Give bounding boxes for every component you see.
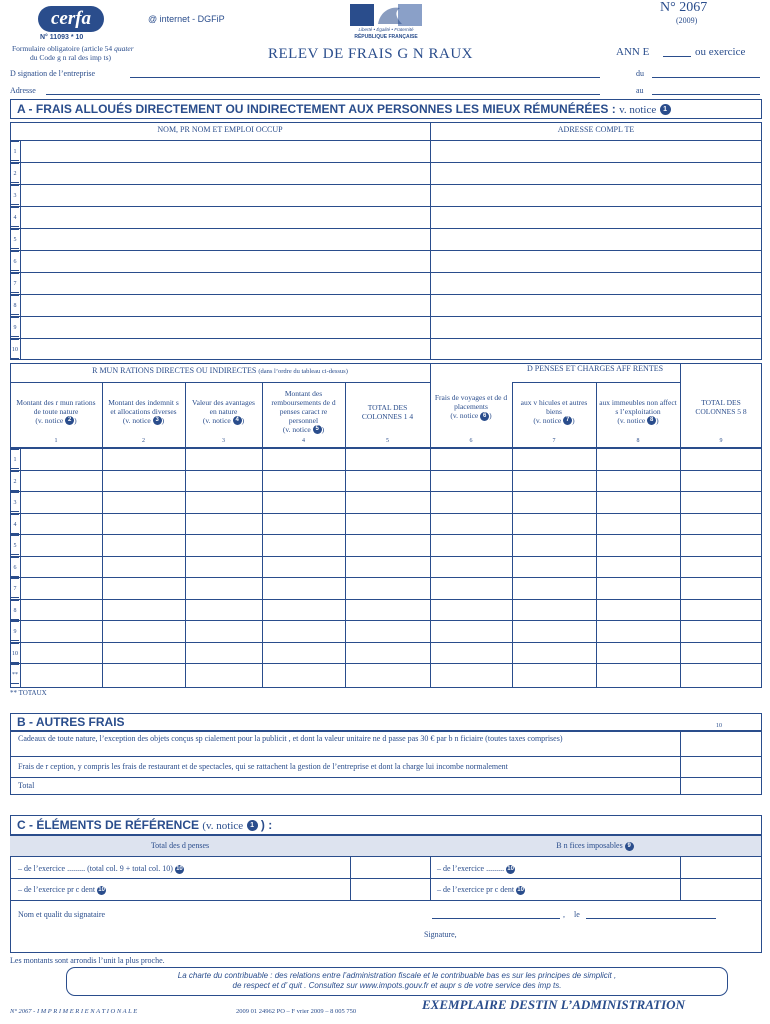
- amount-cell[interactable]: [21, 578, 101, 598]
- col-name-header: NOM, PR NOM ET EMPLOI OCCUP: [157, 125, 283, 134]
- remunerations-note: (dans l’ordre du tableau ci-dessus): [258, 368, 348, 375]
- total-cell[interactable]: [597, 664, 679, 684]
- column-index: 8: [636, 438, 640, 444]
- notice-badge: 1: [660, 104, 671, 115]
- total-autres-frais-field[interactable]: [681, 778, 761, 794]
- benefices-exercice-label: [437, 864, 515, 874]
- row-number: 1: [10, 449, 19, 469]
- amount-cell[interactable]: [346, 621, 429, 641]
- column-header-label: aux immeubles non affect s l’exploitation: [599, 397, 677, 416]
- col-benefices-header-text: B n fices imposables: [556, 841, 623, 850]
- print-ref: 2009 01 24962 PO – F vrier 2009 – 8 005 750: [236, 1008, 357, 1015]
- signature-label: Signature,: [424, 930, 457, 939]
- amount-cell[interactable]: [186, 535, 261, 555]
- le-label: le: [574, 910, 580, 919]
- amount-cell[interactable]: [431, 514, 511, 534]
- charte-box: [66, 967, 728, 996]
- column-header: [185, 385, 262, 438]
- notice-badge: 2: [65, 416, 74, 425]
- amount-cell[interactable]: [186, 557, 261, 577]
- notice-text: (v. notice: [202, 415, 231, 425]
- au-field[interactable]: [652, 94, 760, 95]
- charte-line-1: La charte du contribuable : des relations entre l’administration fiscale et le contribuable bas es sur les principes de simplicit ,: [177, 971, 617, 980]
- column-header: [10, 385, 102, 438]
- name-field[interactable]: [20, 229, 429, 249]
- notice-text: (v. notice: [450, 411, 479, 421]
- amount-cell[interactable]: [597, 557, 679, 577]
- totals-label: ** TOTAUX: [10, 689, 47, 697]
- total-cell[interactable]: [263, 664, 344, 684]
- amount-cell[interactable]: [263, 621, 344, 641]
- amount-cell[interactable]: [431, 578, 511, 598]
- remunerations-header-text: R MUN RATIONS DIRECTES OU INDIRECTES: [92, 366, 257, 375]
- notice-badge: 4: [233, 416, 242, 425]
- column-header-label: Montant des r mun rations de toute nature: [16, 397, 96, 416]
- address-field[interactable]: [431, 141, 761, 161]
- amount-cell[interactable]: [186, 578, 261, 598]
- amount-cell[interactable]: [103, 578, 184, 598]
- row-number: 2: [10, 163, 19, 183]
- amount-cell[interactable]: [681, 557, 761, 577]
- amount-cell[interactable]: [431, 600, 511, 620]
- name-field[interactable]: [20, 339, 429, 359]
- notice-badge: 7: [563, 416, 572, 425]
- column-header-label: TOTAL DES COLONNES 1 4: [361, 402, 414, 421]
- row-number: **: [10, 664, 19, 684]
- section-c-notice-end: ) :: [260, 818, 273, 832]
- amount-cell[interactable]: [346, 535, 429, 555]
- notice-badge: 10: [176, 865, 183, 872]
- row-number: 10: [10, 339, 19, 359]
- section-c-title-text: C - ÉLÉMENTS DE RÉFÉRENCE: [17, 818, 200, 832]
- depenses-exercice-label: [18, 864, 184, 874]
- column-index: 6: [469, 438, 473, 444]
- section-c-title: [17, 818, 272, 832]
- address-field[interactable]: [431, 317, 761, 337]
- column-header: [430, 376, 512, 438]
- row-number: 5: [10, 229, 19, 249]
- name-field[interactable]: [20, 163, 429, 183]
- amount-cell[interactable]: [597, 621, 679, 641]
- amount-cell[interactable]: [513, 600, 595, 620]
- amount-cell[interactable]: [21, 621, 101, 641]
- form-number: N° 2067: [660, 0, 708, 15]
- form-year: (2009): [676, 16, 698, 25]
- remunerations-header: [10, 366, 430, 375]
- address-field[interactable]: [431, 295, 761, 315]
- amount-cell[interactable]: [263, 514, 344, 534]
- column-index: 4: [302, 438, 305, 444]
- amount-cell[interactable]: [21, 471, 101, 491]
- row-number: 9: [10, 621, 19, 641]
- col-benefices-header: [430, 841, 760, 851]
- column-header-label: aux v hicules et autres biens: [520, 397, 588, 416]
- column-index: 5: [386, 438, 389, 444]
- signataire-label: Nom et qualit du signataire: [18, 910, 106, 919]
- amount-cell[interactable]: [513, 471, 595, 491]
- amount-cell[interactable]: [597, 535, 679, 555]
- amount-cell[interactable]: [346, 578, 429, 598]
- amount-cell[interactable]: [597, 471, 679, 491]
- exercice-label: ou exercice: [695, 46, 746, 58]
- col-depenses-header: Total des d penses: [150, 841, 210, 850]
- depenses-header: D PENSES ET CHARGES AFF RENTES: [526, 364, 664, 373]
- notice-badge: 10: [507, 865, 514, 872]
- column-header: [680, 376, 762, 438]
- amount-cell[interactable]: [431, 557, 511, 577]
- address-field[interactable]: [431, 207, 761, 227]
- amount-cell[interactable]: [346, 643, 429, 663]
- amount-cell[interactable]: [186, 514, 261, 534]
- column-header-label: Montant des remboursements de d penses caract re personnel: [271, 388, 336, 425]
- name-field[interactable]: [20, 141, 429, 161]
- amount-cell[interactable]: [21, 643, 101, 663]
- amount-cell[interactable]: [263, 643, 344, 663]
- notice-close: ): [241, 415, 245, 425]
- amount-cell[interactable]: [597, 643, 679, 663]
- du-field[interactable]: [652, 77, 760, 78]
- amount-cell[interactable]: [681, 578, 761, 598]
- column-header: [345, 385, 430, 438]
- amount-cell[interactable]: [103, 471, 184, 491]
- row-number: 1: [10, 141, 19, 161]
- amount-cell[interactable]: [513, 492, 595, 512]
- du-label: du: [636, 69, 644, 78]
- notice-close: ): [489, 411, 492, 421]
- amount-cell[interactable]: [513, 514, 595, 534]
- amount-cell[interactable]: [21, 557, 101, 577]
- amount-cell[interactable]: [681, 535, 761, 555]
- notice-badge: 3: [153, 416, 162, 425]
- name-field[interactable]: [20, 207, 429, 227]
- row-number: 3: [10, 492, 19, 512]
- column-index: 7: [552, 438, 556, 444]
- benefices-exercice-text: – de l’exercice .........: [437, 864, 505, 873]
- autres-frais-row-line-2: [10, 777, 762, 778]
- charte-line-2: de respect et d’ quit . Consultez sur www.impots.gouv.fr et aupr s de votre service des imp ts.: [232, 981, 562, 990]
- row-number-separator: [20, 140, 21, 360]
- notice-badge: 9: [625, 842, 634, 851]
- amount-cell[interactable]: [263, 557, 344, 577]
- benefices-precedent-text: – de l’exercice pr c dent: [437, 885, 515, 894]
- row-number: 9: [10, 317, 19, 337]
- designation-label: D signation de l’entreprise: [10, 69, 96, 78]
- column-header: [262, 385, 345, 438]
- row-number: 8: [10, 600, 19, 620]
- amount-cell[interactable]: [21, 514, 101, 534]
- autres-frais-cadeaux: Cadeaux de toute nature, l’exception des objets conçus sp cialement pour la publicit , et dont la valeur unitaire ne d passe pas 30 € par b n ficiaire (toutes taxes comprises): [18, 734, 563, 743]
- legal-note-quater: quater: [114, 44, 134, 53]
- exemplaire-label: EXEMPLAIRE DESTIN L’ADMINISTRATION: [422, 997, 685, 1012]
- column-header-label: Valeur des avantages en nature: [192, 397, 255, 416]
- notice-text: (v. notice: [122, 415, 151, 425]
- notice-text: (v. notice: [617, 415, 646, 425]
- address-field[interactable]: [431, 273, 761, 293]
- amount-cell[interactable]: [431, 643, 511, 663]
- amount-cell[interactable]: [263, 578, 344, 598]
- row-number-separator: [20, 448, 21, 688]
- section-c-notice: (v. notice: [202, 820, 244, 832]
- amount-cell[interactable]: [21, 600, 101, 620]
- notice-badge: 6: [480, 412, 489, 421]
- imprint: N° 2067 - I M P R I M E R I E N A T I O N A L E: [10, 1008, 138, 1015]
- notice-close: ): [321, 424, 325, 434]
- amount-cell[interactable]: [597, 600, 679, 620]
- name-field[interactable]: [20, 273, 429, 293]
- amount-cell[interactable]: [21, 492, 101, 512]
- amount-cell[interactable]: [597, 578, 679, 598]
- amount-cell[interactable]: [431, 449, 511, 469]
- amount-cell[interactable]: [263, 471, 344, 491]
- amount-cell[interactable]: [597, 449, 679, 469]
- amount-cell[interactable]: [346, 471, 429, 491]
- remunerations-subheader-line: [10, 382, 430, 383]
- total-cell[interactable]: [103, 664, 184, 684]
- amount-cell[interactable]: [513, 621, 595, 641]
- section-a-title: [17, 102, 671, 116]
- adresse-field[interactable]: [46, 94, 600, 95]
- notice-text: (v. notice: [533, 415, 562, 425]
- column-header-label: Montant des indemnit s et allocations diverses: [108, 397, 179, 416]
- depenses-exercice-text: – de l’exercice ......... (total col. 9 + total col. 10): [18, 864, 173, 873]
- column-header: [512, 385, 596, 438]
- amount-cell[interactable]: [103, 449, 184, 469]
- arrondis-note: Les montants sont arrondis l’unit la plus proche.: [10, 956, 165, 965]
- c-line-3: [10, 900, 762, 901]
- total-cell[interactable]: [186, 664, 261, 684]
- designation-field[interactable]: [130, 77, 600, 78]
- address-field[interactable]: [431, 339, 761, 359]
- reception-amount-field[interactable]: [681, 757, 761, 777]
- amount-cell[interactable]: [263, 535, 344, 555]
- row-number: 4: [10, 207, 19, 227]
- amount-cell[interactable]: [431, 535, 511, 555]
- amount-cell[interactable]: [431, 621, 511, 641]
- amount-cell[interactable]: [513, 643, 595, 663]
- amount-cell[interactable]: [263, 600, 344, 620]
- amount-cell[interactable]: [186, 471, 261, 491]
- autres-frais-reception: Frais de r ception, y compris les frais de restaurant et de spectacles, qui se rattachent la gestion de l’entreprise et dont la charge lui incombe normalement: [18, 762, 508, 771]
- date-field[interactable]: [586, 918, 716, 919]
- amount-cell[interactable]: [103, 514, 184, 534]
- amount-cell[interactable]: [513, 578, 595, 598]
- notice-badge: 5: [313, 425, 322, 434]
- row-number: 10: [10, 643, 19, 663]
- legal-note-line-1: Formulaire obligatoire (article 54: [12, 44, 113, 53]
- column-header: [102, 385, 185, 438]
- total-cell[interactable]: [431, 664, 511, 684]
- annee-field[interactable]: [663, 56, 691, 57]
- total-cell[interactable]: [513, 664, 595, 684]
- c-divider: [430, 856, 431, 900]
- section-a-notice: v. notice: [619, 104, 657, 116]
- notice-badge: 8: [647, 416, 656, 425]
- row-number: 6: [10, 251, 19, 271]
- annee-label: ANN E: [616, 46, 650, 58]
- form-title: RELEV DE FRAIS G N RAUX: [268, 46, 473, 62]
- amount-cell[interactable]: [597, 514, 679, 534]
- row-number: 3: [10, 185, 19, 205]
- depenses-precedent-text: – de l’exercice pr c dent: [18, 885, 96, 894]
- internet-label: @ internet - DGFiP: [148, 14, 225, 24]
- notice-badge: 1: [247, 820, 258, 831]
- benefices-precedent-field[interactable]: [681, 879, 761, 899]
- lieu-field[interactable]: [432, 918, 560, 919]
- amount-cell[interactable]: [103, 557, 184, 577]
- amount-cell[interactable]: [186, 600, 261, 620]
- column-header-notice: [283, 425, 324, 435]
- column-index: 9: [719, 438, 723, 444]
- depenses-precedent-field[interactable]: [351, 879, 429, 899]
- amount-cell[interactable]: [186, 621, 261, 641]
- cerfa-number: N° 11093 * 10: [40, 34, 84, 41]
- cadeaux-amount-field[interactable]: [681, 732, 761, 756]
- column-header-notice: [533, 416, 574, 426]
- republic-label: RÉPUBLIQUE FRANÇAISE: [354, 34, 418, 40]
- total-cell[interactable]: [346, 664, 429, 684]
- row-number: 2: [10, 471, 19, 491]
- amount-cell[interactable]: [513, 557, 595, 577]
- row-number: 7: [10, 273, 19, 293]
- name-field[interactable]: [20, 317, 429, 337]
- lieu-comma: ,: [563, 910, 565, 919]
- address-field[interactable]: [431, 185, 761, 205]
- address-field[interactable]: [431, 229, 761, 249]
- column-header-notice: [617, 416, 658, 426]
- depenses-exercice-field[interactable]: [351, 857, 429, 877]
- amount-cell[interactable]: [346, 600, 429, 620]
- amount-cell[interactable]: [186, 643, 261, 663]
- row-number: 8: [10, 295, 19, 315]
- amount-cell[interactable]: [346, 514, 429, 534]
- row-number: 6: [10, 557, 19, 577]
- column-header-notice: [35, 416, 76, 426]
- amount-cell[interactable]: [186, 492, 261, 512]
- marianne-motto: Liberté • Égalité • Fraternité: [358, 27, 414, 32]
- amount-cell[interactable]: [681, 621, 761, 641]
- benefices-exercice-field[interactable]: [681, 857, 761, 877]
- column-header-label: TOTAL DES COLONNES 5 8: [695, 398, 747, 416]
- column-index: 3: [222, 438, 225, 444]
- legal-note: [12, 44, 134, 62]
- name-field[interactable]: [20, 185, 429, 205]
- amount-cell[interactable]: [681, 514, 761, 534]
- amount-cell[interactable]: [263, 492, 344, 512]
- amount-cell[interactable]: [431, 492, 511, 512]
- amount-cell[interactable]: [681, 600, 761, 620]
- column-header-notice: [123, 416, 164, 426]
- marianne-logo: [350, 4, 422, 26]
- autres-frais-total: Total: [18, 781, 35, 790]
- amount-cell[interactable]: [186, 449, 261, 469]
- amount-cell[interactable]: [346, 492, 429, 512]
- amount-cell[interactable]: [513, 449, 595, 469]
- amount-cell[interactable]: [681, 471, 761, 491]
- legal-note-line-2: du Code g n ral des imp ts): [30, 53, 112, 62]
- section-b-col-index: 10: [716, 723, 722, 729]
- row-number: 7: [10, 578, 19, 598]
- amount-cell[interactable]: [103, 535, 184, 555]
- notice-close: ): [572, 415, 575, 425]
- amount-cell[interactable]: [681, 449, 761, 469]
- notice-text: (v. notice: [35, 415, 64, 425]
- amount-cell[interactable]: [597, 492, 679, 512]
- amount-cell[interactable]: [21, 449, 101, 469]
- au-label: au: [636, 86, 644, 95]
- amount-cell[interactable]: [103, 492, 184, 512]
- column-index: 1: [54, 438, 58, 444]
- benefices-precedent-label: [437, 885, 525, 895]
- amount-cell[interactable]: [21, 535, 101, 555]
- amount-cell[interactable]: [513, 535, 595, 555]
- amount-cell[interactable]: [346, 449, 429, 469]
- autres-frais-row-line-1: [10, 756, 762, 757]
- amount-cell[interactable]: [103, 621, 184, 641]
- column-header-notice: [203, 416, 244, 426]
- total-cell[interactable]: [681, 664, 761, 684]
- name-field[interactable]: [20, 295, 429, 315]
- notice-badge: 10: [517, 886, 524, 893]
- notice-badge: 10: [98, 886, 105, 893]
- amount-cell[interactable]: [681, 492, 761, 512]
- depenses-precedent-label: [18, 885, 106, 895]
- amount-cell[interactable]: [681, 643, 761, 663]
- amount-cell[interactable]: [431, 471, 511, 491]
- row-number: 4: [10, 514, 19, 534]
- col-address-header: ADRESSE COMPL TE: [557, 125, 635, 134]
- address-field[interactable]: [431, 251, 761, 271]
- amount-cell[interactable]: [103, 643, 184, 663]
- section-b-title: B - AUTRES FRAIS: [17, 715, 125, 729]
- amount-cell[interactable]: [103, 600, 184, 620]
- name-field[interactable]: [20, 251, 429, 271]
- notice-close: ): [161, 415, 165, 425]
- notice-close: ): [74, 415, 77, 425]
- cerfa-logo: cerfa: [38, 6, 104, 32]
- notice-text: (v. notice: [282, 424, 311, 434]
- notice-close: ): [656, 415, 659, 425]
- total-cell[interactable]: [21, 664, 101, 684]
- section-a-title-text: A - FRAIS ALLOUÉS DIRECTEMENT OU INDIRECTEMENT AUX PERSONNES LES MIEUX RÉMUNÉRÉES :: [17, 102, 616, 116]
- amount-cell[interactable]: [263, 449, 344, 469]
- column-index: 2: [142, 438, 145, 444]
- adresse-label: Adresse: [10, 86, 36, 95]
- amount-cell[interactable]: [346, 557, 429, 577]
- column-header: [596, 385, 680, 438]
- address-field[interactable]: [431, 163, 761, 183]
- column-header-notice: [450, 411, 491, 421]
- row-number: 5: [10, 535, 19, 555]
- column-header-label: Frais de voyages et de d placements: [434, 393, 508, 412]
